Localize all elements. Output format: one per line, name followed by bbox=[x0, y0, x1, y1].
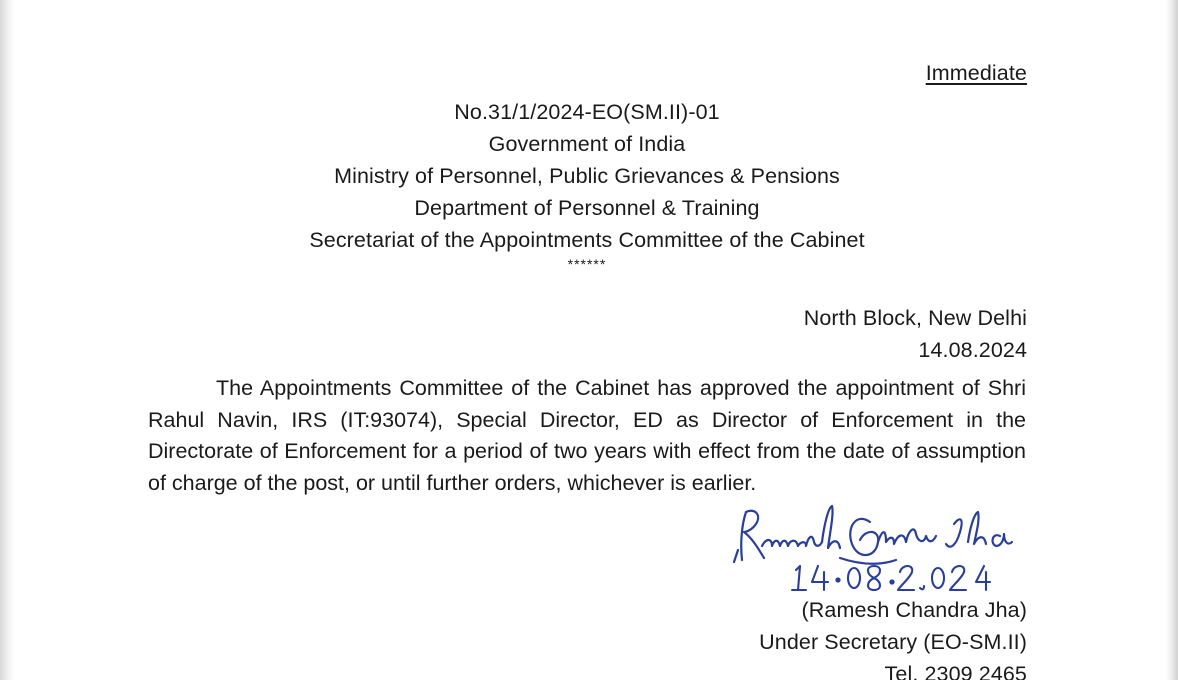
signatory-name: (Ramesh Chandra Jha) bbox=[801, 598, 1027, 622]
priority-label: Immediate bbox=[925, 61, 1027, 85]
signatory-telephone: Tel. 2309 2465 bbox=[884, 662, 1027, 680]
ministry-name: Ministry of Personnel, Public Grievances & Pensions bbox=[334, 164, 840, 188]
department-name: Department of Personnel & Training bbox=[414, 196, 760, 220]
order-paragraph: The Appointments Committee of the Cabinet has approved the appointment of Shri Rahul Navin, IRS (IT:93074), Special Director, ED as Director of Enforcement in the Directorate of Enforcement for a period of two years with effect from the date of assumption of charge of the post, or until further orders, whichever is earlier. bbox=[148, 376, 1026, 495]
signatory-designation: Under Secretary (EO-SM.II) bbox=[759, 630, 1027, 654]
issue-place: North Block, New Delhi bbox=[803, 306, 1027, 330]
file-number: No.31/1/2024-EO(SM.II)-01 bbox=[454, 100, 720, 124]
handwritten-signature bbox=[728, 502, 1018, 594]
header-separator: ****** bbox=[567, 256, 607, 272]
secretariat-name: Secretariat of the Appointments Committee of the Cabinet bbox=[309, 228, 865, 252]
issue-date: 14.08.2024 bbox=[918, 338, 1027, 362]
government-name: Government of India bbox=[488, 132, 686, 156]
